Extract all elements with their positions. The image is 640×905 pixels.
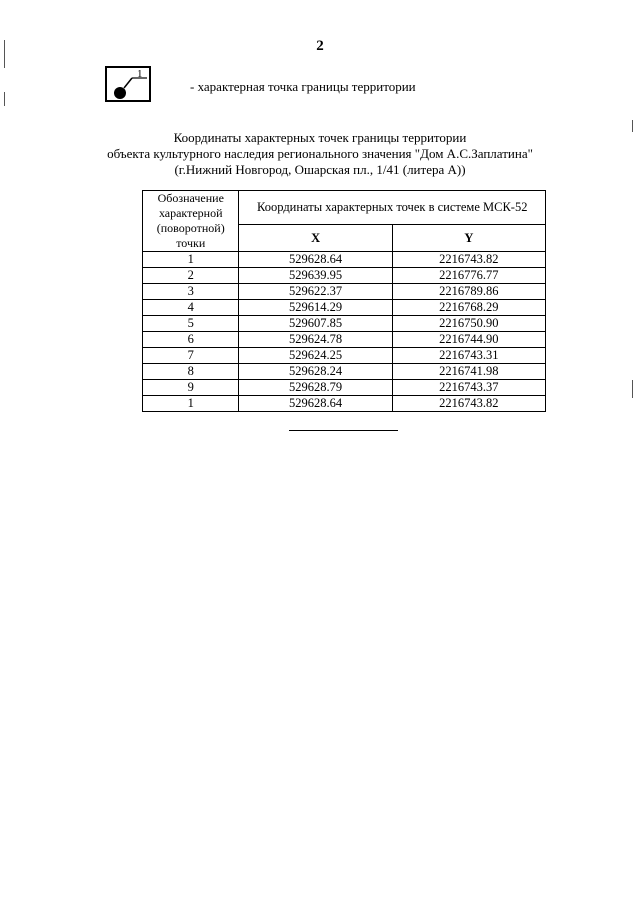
point-cell: 6: [143, 332, 239, 348]
point-cell: 7: [143, 348, 239, 364]
heading-line-2: объекта культурного наследия регионального значения "Дом А.С.Заплатина": [107, 146, 533, 161]
y-cell: 2216744.90: [392, 332, 545, 348]
y-cell: 2216776.77: [392, 268, 545, 284]
y-cell: 2216789.86: [392, 284, 545, 300]
scan-margin-mark: [4, 40, 5, 68]
table-row: [143, 300, 546, 316]
table-row: [143, 380, 546, 396]
point-cell: 4: [143, 300, 239, 316]
x-cell: 529628.64: [239, 252, 392, 268]
scan-margin-mark: [632, 380, 633, 398]
scan-margin-mark: [4, 92, 5, 106]
x-cell: 529622.37: [239, 284, 392, 300]
column-header-y: Y: [392, 225, 545, 252]
point-cell: 9: [143, 380, 239, 396]
y-cell: 2216741.98: [392, 364, 545, 380]
closing-rule: [289, 430, 398, 431]
coordinates-table: [142, 190, 546, 412]
y-cell: 2216768.29: [392, 300, 545, 316]
point-cell: 2: [143, 268, 239, 284]
table-row: [143, 364, 546, 380]
x-cell: 529624.25: [239, 348, 392, 364]
x-cell: 529628.79: [239, 380, 392, 396]
point-cell: 1: [143, 396, 239, 412]
legend-symbol-label: 1: [137, 68, 143, 80]
x-cell: 529614.29: [239, 300, 392, 316]
table-row: [143, 348, 546, 364]
x-cell: 529628.64: [239, 396, 392, 412]
y-cell: 2216743.82: [392, 396, 545, 412]
x-cell: 529628.24: [239, 364, 392, 380]
point-cell: 1: [143, 252, 239, 268]
x-cell: 529607.85: [239, 316, 392, 332]
y-cell: 2216743.31: [392, 348, 545, 364]
y-cell: 2216743.37: [392, 380, 545, 396]
table-row: [143, 252, 546, 268]
column-header-x: X: [239, 225, 392, 252]
legend-symbol: [105, 66, 151, 102]
page-number: 2: [316, 38, 324, 54]
heading-line-3: (г.Нижний Новгород, Ошарская пл., 1/41 (литера А)): [174, 162, 466, 177]
scan-margin-mark: [632, 120, 633, 132]
table-row: [143, 284, 546, 300]
y-cell: 2216743.82: [392, 252, 545, 268]
heading-line-1: Координаты характерных точек границы территории: [173, 130, 467, 145]
point-cell: 5: [143, 316, 239, 332]
table-row: [143, 268, 546, 284]
table-heading: [0, 130, 640, 178]
table-row: [143, 332, 546, 348]
column-header-point: Обозначение характерной (поворотной) точки: [143, 191, 239, 252]
table-row: [143, 316, 546, 332]
x-cell: 529639.95: [239, 268, 392, 284]
legend-text: - характерная точка границы территории: [190, 79, 416, 94]
y-cell: 2216750.90: [392, 316, 545, 332]
x-cell: 529624.78: [239, 332, 392, 348]
point-cell: 3: [143, 284, 239, 300]
column-header-system: Координаты характерных точек в системе МСК-52: [239, 191, 546, 225]
boundary-point-icon: [107, 68, 151, 102]
table-row: [143, 396, 546, 412]
point-cell: 8: [143, 364, 239, 380]
